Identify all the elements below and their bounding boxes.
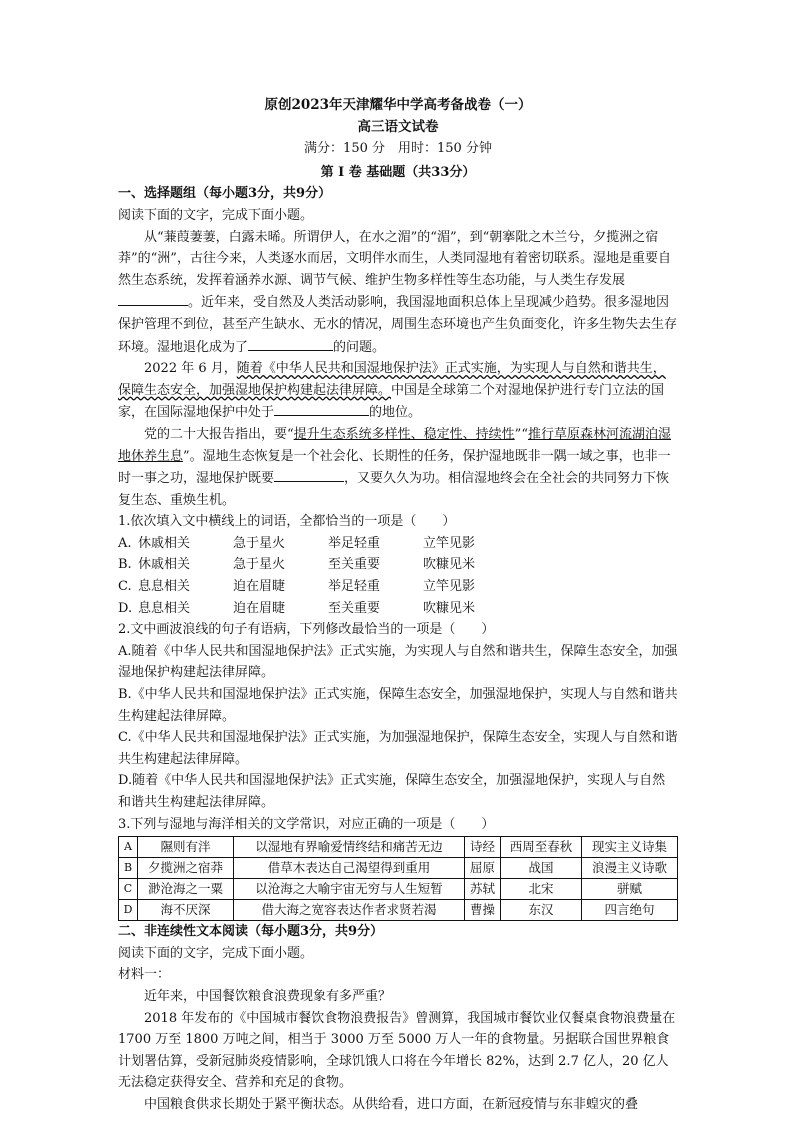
instruction: 阅读下面的文字，完成下面小题。	[118, 207, 314, 223]
option-term: 吹糠见米	[423, 557, 476, 573]
option-term: 息息相关	[138, 600, 191, 616]
option-term: 吹糠见米	[423, 600, 476, 616]
passage-paragraph-2: 2022 年 6 月，随着《中华人民共和国湿地保护法》正式实施，为实现人与自然和谐共生，保障生态安全，加强湿地保护构建起法律屏障。中国是全球第二个对湿地保护进行专门立法的国家，在国际湿地保护中处于 的地位。	[118, 361, 666, 421]
option-term: 迫在眉睫	[233, 579, 286, 595]
table-cell: D	[119, 900, 138, 921]
table-cell: 苏轼	[464, 879, 500, 900]
option-term: 至关重要	[328, 557, 381, 573]
option-term: 至关重要	[328, 600, 381, 616]
option-letter: A.	[118, 535, 132, 551]
table-cell: 曹操	[464, 900, 500, 921]
material-paragraph: 2018 年发布的《中国城市餐饮食物浪费报告》曾测算，我国城市餐饮业仅餐桌食物浪费量在 1700 万至 1800 万吨之间，相当于 3000 万至 5000 万人一年的食物量。另据联合国世界粮食计划署估算，受新冠肺炎疫情影响，全球饥饿人口将在今年增长 82%，达到 2.7 亿人，20 亿人无法稳定获得安全、营养和充足的食物。	[118, 1010, 676, 1091]
table-cell: 诗经	[464, 837, 500, 858]
wavy-underlined-sentence: 随着《中华人民共和国湿地保护法》正式实施，为实现人与自然和谐共生，保障生态安全，加强湿地保护构建起法律屏障。	[118, 361, 666, 398]
table-cell: 浪漫主义诗歌	[581, 858, 677, 879]
answer-blank[interactable]	[118, 291, 188, 306]
table-cell: 骈赋	[581, 879, 677, 900]
table-cell: 战国	[500, 858, 581, 879]
question-1-option[interactable]	[118, 554, 678, 576]
option-term: 息息相关	[138, 579, 191, 595]
question-1-options	[118, 533, 678, 619]
table-cell: 西周至春秋	[500, 837, 581, 858]
answer-blank[interactable]	[248, 336, 333, 351]
material-label: 材料一：	[118, 967, 171, 983]
question-2-stem: 2.文中画波浪线的句子有语病，下列修改最恰当的一项是（ ）	[118, 622, 495, 638]
exam-meta: 满分：150 分 用时：150 分钟	[304, 141, 492, 157]
material-paragraph: 近年来，中国餐饮粮食浪费现象有多严重？	[144, 988, 392, 1004]
answer-blank[interactable]	[274, 401, 369, 416]
option-letter: B.	[118, 557, 132, 573]
exam-page	[118, 95, 678, 1116]
option-term: 休戚相关	[138, 535, 191, 551]
table-cell: 海不厌深	[138, 900, 234, 921]
part-two-heading: 二、非连续性文本阅读（每小题3分，共9分）	[118, 924, 384, 940]
table-cell: 以沧海之大喻宇宙无穷与人生短暂	[234, 879, 465, 900]
table-row[interactable]	[119, 837, 678, 858]
option-term: 立竿见影	[423, 535, 476, 551]
table-cell: 东汉	[500, 900, 581, 921]
table-cell: 北宋	[500, 879, 581, 900]
question-1-option[interactable]	[118, 533, 678, 555]
passage-paragraph-3: 党的二十大报告指出，要“提升生态系统多样性、稳定性、持续性”“推行草原森林河流湖泊湿地休养生息”。湿地生态恢复是一个社会化、长期性的任务，保护湿地既非一隅一域之事，也非一时一事之功，湿地保护既要 ，又要久久为功。相信湿地终会在全社会的共同努力下恢复生态、重焕生机。	[118, 426, 671, 508]
quote-underlined: 提升生态系统多样性、稳定性、持续性	[293, 426, 515, 442]
exam-subtitle: 高三语文试卷	[357, 118, 439, 135]
question-1-stem: 1.依次填入文中横线上的词语，全都恰当的一项是（ ）	[118, 514, 456, 530]
table-cell: 四言绝句	[581, 900, 677, 921]
option-term: 急于星火	[233, 557, 286, 573]
answer-blank[interactable]	[274, 467, 344, 482]
table-row[interactable]	[119, 900, 678, 921]
table-cell: C	[119, 879, 138, 900]
option-term: 急于星火	[233, 535, 286, 551]
option-term: 休戚相关	[138, 557, 191, 573]
question-2-option-c[interactable]: C.《中华人民共和国湿地保护法》正式实施，为加强湿地保护，保障生态安全，实现人与自然和谐共生构建起法律屏障。	[118, 730, 678, 767]
question-1-option[interactable]	[118, 598, 678, 620]
quote-underlined: 推行草原森林河流湖泊湿地休养生息	[118, 426, 671, 464]
question-1-option[interactable]	[118, 576, 678, 598]
passage-paragraph-1: 从“蒹葭萋萋，白露未晞。所谓伊人，在水之湄”的“湄”，到“朝搴阰之木兰兮，夕揽洲之宿莽”的“洲”，古往今来，人类逐水而居，文明伴水而生，人类同湿地有着密切联系。湿地是重要自然生态系统，发挥着涵养水源、调节气候、维护生物多样性等生态功能，与人类生存发展。近年来，受自然及人类活动影响，我国湿地面积总体上呈现减少趋势。很多湿地因保护管理不到位，甚至产生缺水、无水的情况，周围生态环境也产生负面变化，许多生物失去生存环境。湿地退化成为了 的问题。	[118, 229, 678, 355]
option-term: 举足轻重	[328, 579, 381, 595]
question-2-option-d[interactable]: D.随着《中华人民共和国湿地保护法》正式实施，保障生态安全，加强湿地保护，实现人与自然和谐共生构建起法律屏障。	[118, 773, 666, 810]
question-2-option-a[interactable]: A.随着《中华人民共和国湿地保护法》正式实施，为实现人与自然和谐共生，保障生态安全，加强湿地保护构建起法律屏障。	[118, 643, 678, 681]
table-cell: 隰则有泮	[138, 837, 234, 858]
material-paragraph: 中国粮食供求长期处于紧平衡状态。从供给看，进口方面，在新冠疫情与东非蝗灾的叠	[144, 1096, 639, 1112]
question-3-table	[118, 836, 678, 921]
table-row[interactable]	[119, 858, 678, 879]
option-letter: D.	[118, 600, 133, 616]
table-cell: 屈原	[464, 858, 500, 879]
table-cell: A	[119, 837, 138, 858]
table-cell: 现实主义诗集	[581, 837, 677, 858]
option-term: 举足轻重	[328, 535, 381, 551]
table-cell: 夕揽洲之宿莽	[138, 858, 234, 879]
table-cell: 以湿地有界喻爱情终结和痛苦无边	[234, 837, 465, 858]
question-2-option-b[interactable]: B.《中华人民共和国湿地保护法》正式实施，保障生态安全，加强湿地保护，实现人与自然和谐共生构建起法律屏障。	[118, 687, 678, 724]
table-cell: 借大海之宽容表达作者求贤若渴	[234, 900, 465, 921]
table-cell: 借草木表达自己渴望得到重用	[234, 858, 465, 879]
table-cell: 渺沧海之一粟	[138, 879, 234, 900]
section-heading: 第 I 卷 基础题（共33分）	[320, 164, 476, 180]
table-row[interactable]	[119, 879, 678, 900]
option-term: 立竿见影	[423, 579, 476, 595]
part-one-heading: 一、选择题组（每小题3分，共9分）	[118, 186, 332, 202]
option-term: 迫在眉睫	[233, 600, 286, 616]
question-3-stem: 3.下列与湿地与海洋相关的文学常识，对应正确的一项是（ ）	[118, 816, 495, 832]
table-cell: B	[119, 858, 138, 879]
instruction: 阅读下面的文字，完成下面小题。	[118, 945, 314, 961]
exam-title: 原创2023年天津耀华中学高考备战卷（一）	[264, 97, 532, 113]
option-letter: C.	[118, 579, 132, 595]
